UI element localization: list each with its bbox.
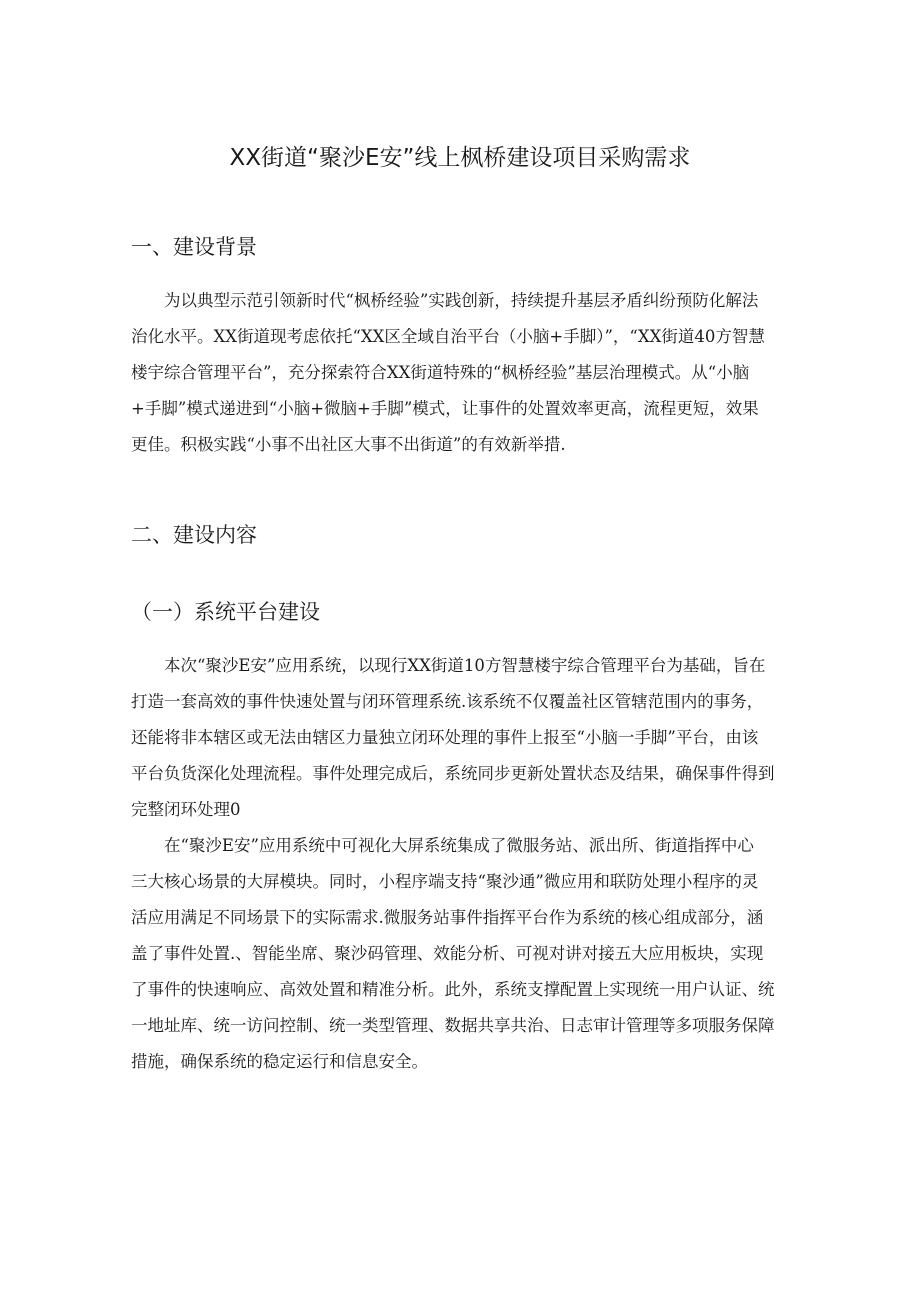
paragraph-platform-details <box>131 828 793 1080</box>
paragraph-background <box>131 283 793 463</box>
document-title: XX街道“聚沙E安”线上枫桥建设项目采购需求 <box>229 145 691 171</box>
paragraph-line: 活应用满足不同场景下的实际需求.微服务站事件指挥平台作为系统的核心组成部分，涵 <box>131 908 764 927</box>
subsection-heading-platform: （一）系统平台建设 <box>131 600 320 624</box>
paragraph-line: 楼宇综合管理平台”，充分探索符合XX街道特殊的“枫桥经验”基层治理模式。从“小脑 <box>131 363 750 382</box>
paragraph-line: 打造一套高效的事件快速处置与闭环管理系统.该系统不仅覆盖社区管辖范围内的事务， <box>131 692 764 711</box>
paragraph-line: 措施，确保系统的稳定运行和信息安全。 <box>131 1052 428 1071</box>
paragraph-line: 还能将非本辖区或无法由辖区力量独立闭环处理的事件上报至“小脑一手脚”平台，由该 <box>131 728 759 747</box>
paragraph-platform-intro <box>131 648 793 828</box>
paragraph-line: 盖了事件处置.、智能坐席、聚沙码管理、效能分析、可视对讲对接五大应用板块，实现 <box>131 944 764 963</box>
paragraph-line: 在“聚沙E安”应用系统中可视化大屏系统集成了微服务站、派出所、街道指挥中心 <box>164 836 754 855</box>
paragraph-line: +手脚”模式递进到“小脑+微脑+手脚”模式，让事件的处置效率更高，流程更短，效果 <box>131 399 759 418</box>
paragraph-line: 三大核心场景的大屏模块。同时，小程序端支持“聚沙通”微应用和联防处理小程序的灵 <box>131 872 759 891</box>
paragraph-line: 完整闭环处理0 <box>131 800 241 819</box>
paragraph-line: 为以典型示范引领新时代“枫桥经验”实践创新，持续提升基层矛盾纠纷预防化解法 <box>164 291 759 310</box>
section-heading-content: 二、建设内容 <box>131 523 257 547</box>
paragraph-line: 了事件的快速响应、高效处置和精准分析。此外，系统支撑配置上实现统一用户认证、统 <box>131 980 775 999</box>
paragraph-line: 一地址库、统一访问控制、统一类型管理、数据共享共治、日志审计管理等多项服务保障 <box>131 1016 775 1035</box>
section-heading-background: 一、建设背景 <box>131 235 257 259</box>
paragraph-line: 治化水平。XX街道现考虑依托“XX区全域自治平台（小脑+手脚）”，“XX街道40方智慧 <box>131 327 765 346</box>
paragraph-line: 平台负货深化处理流程。事件处理完成后，系统同步更新处置状态及结果，确保事件得到 <box>131 764 775 783</box>
paragraph-line: 更佳。积极实践“小事不出社区大事不出街道”的有效新举措. <box>131 435 566 454</box>
paragraph-line: 本次“聚沙E安”应用系统，以现行XX街道10方智慧楼宇综合管理平台为基础，旨在 <box>164 656 766 675</box>
